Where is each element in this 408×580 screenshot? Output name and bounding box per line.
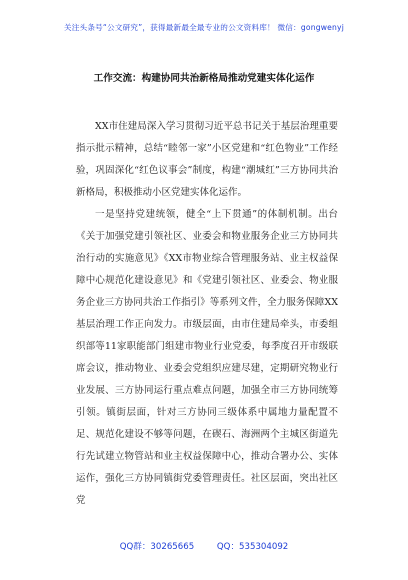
body-paragraph: XX市住建局深入学习贯彻习近平总书记关于基层治理重要指示批示精神，总结“睦邻一家”小区党建和“红色物业”工作经验，巩固深化“红色议事会”制度，构建“潮城红”三方协同共治新格局，积极推动小区党建实体化运作。: [76, 121, 338, 198]
document-body: [76, 116, 338, 512]
footer-qq-group: QQ群：30265665: [119, 542, 195, 552]
footer-contact: [0, 540, 408, 552]
header-notice: 关注头条号“公文研究”，获得最新最全最专业的公文资料库！ 微信：gongwenyj: [63, 23, 345, 32]
body-paragraph: 一是坚持党建统领，健全“上下贯通”的体制机制。出台《关于加强党建引领社区、业委会和物业服务企业三方协同共治行动的实施意见》《XX市物业综合管理服务站、业主权益保障中心规范化建设意见》和《党建引领社区、业委会、物业服务企业三方协同共治工作指引》等系列文件，全力服务保障XX基层治理工作正向发力。市级层面，由市住建局牵头，市委组织部等11家职能部门组建市物业行业党委，每季度召开市级联席会议，推动物业、业委会党组织应建尽建，定期研究物业行业发展、三方协同运行重点难点问题，加强全市三方协同统筹引领。镇街层面，针对三方协同三级体系中属地力量配置不足、规范化建设不够等问题，在碶石、海洲两个主城区街道先行先试建立物管站和业主权益保障中心，推动合署办公、实体运作，强化三方协同镇街党委管理责任。社区层面，突出社区党: [76, 209, 338, 506]
footer-qq-number: QQ：535304092: [216, 542, 289, 552]
document-title: 工作交流：构建协同共治新格局推动党建实体化运作: [93, 73, 315, 84]
